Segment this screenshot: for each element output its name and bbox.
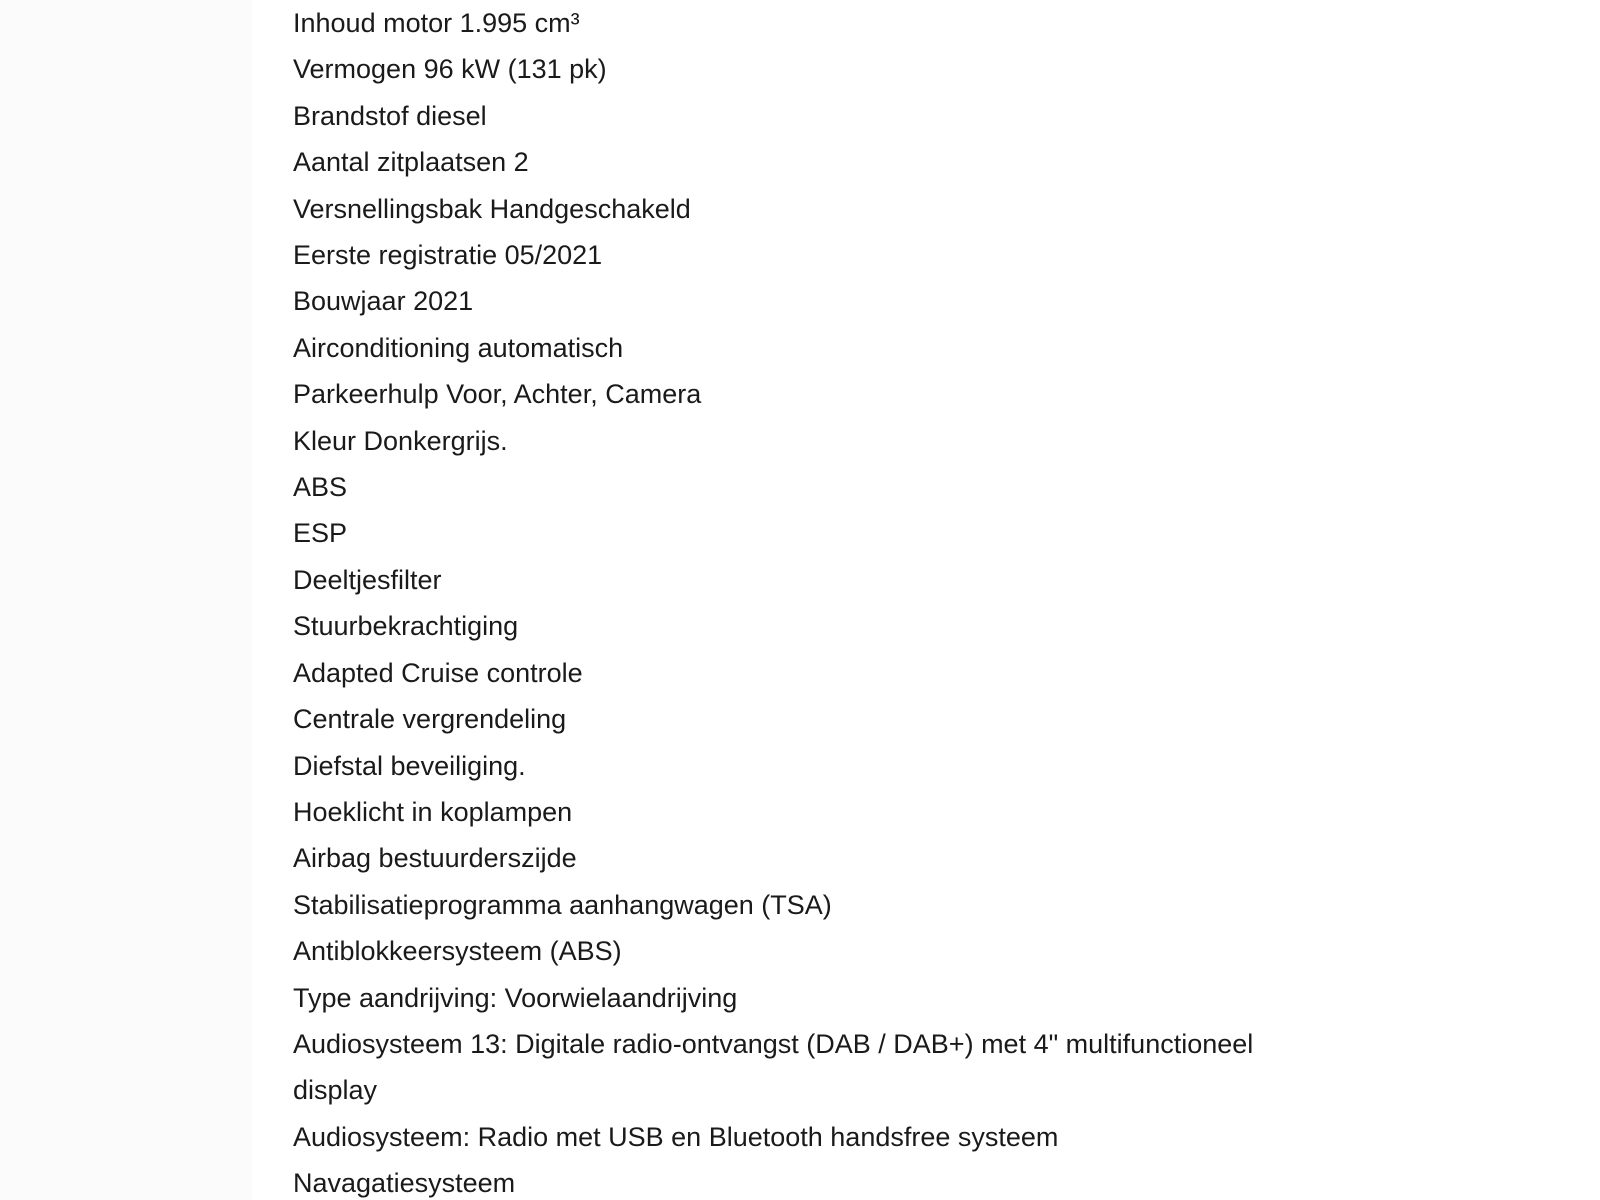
spec-line: Navagatiesysteem <box>293 1168 516 1199</box>
spec-line: Centrale vergrendeling <box>293 704 567 735</box>
spec-line: Stuurbekrachtiging <box>293 611 519 642</box>
spec-line: ABS <box>293 472 348 503</box>
spec-line: Deeltjesfilter <box>293 564 442 595</box>
spec-line: Diefstal beveiliging. <box>293 750 526 781</box>
spec-line: Hoeklicht in koplampen <box>293 796 573 827</box>
spec-line: Parkeerhulp Voor, Achter, Camera <box>293 379 702 410</box>
spec-line: Adapted Cruise controle <box>293 657 583 688</box>
spec-line: Type aandrijving: Voorwielaandrijving <box>293 982 738 1013</box>
spec-line: Brandstof diesel <box>293 100 487 131</box>
page-margin <box>0 0 252 1200</box>
spec-line: Eerste registratie 05/2021 <box>293 240 603 271</box>
spec-line: Inhoud motor 1.995 cm³ <box>293 8 580 38</box>
spec-line: Audiosysteem: Radio met USB en Bluetooth handsfree systeem <box>293 1121 1059 1152</box>
spec-line: Versnellingsbak Handgeschakeld <box>293 193 691 224</box>
spec-line: Vermogen 96 kW (131 pk) <box>293 54 607 85</box>
spec-line: Aantal zitplaatsen 2 <box>293 147 529 178</box>
spec-line: Bouwjaar 2021 <box>293 286 474 317</box>
spec-list <box>293 0 1333 1200</box>
spec-line: display <box>293 1075 378 1106</box>
spec-line: Stabilisatieprogramma aanhangwagen (TSA) <box>293 889 832 920</box>
spec-line: Audiosysteem 13: Digitale radio-ontvangst (DAB / DAB+) met 4" multifunctioneel <box>293 1028 1254 1059</box>
spec-line: Kleur Donkergrijs. <box>293 425 508 456</box>
spec-line: ESP <box>293 518 348 549</box>
spec-line: Airbag bestuurderszijde <box>293 843 577 874</box>
spec-line: Airconditioning automatisch <box>293 332 624 363</box>
spec-line: Antiblokkeersysteem (ABS) <box>293 936 622 967</box>
